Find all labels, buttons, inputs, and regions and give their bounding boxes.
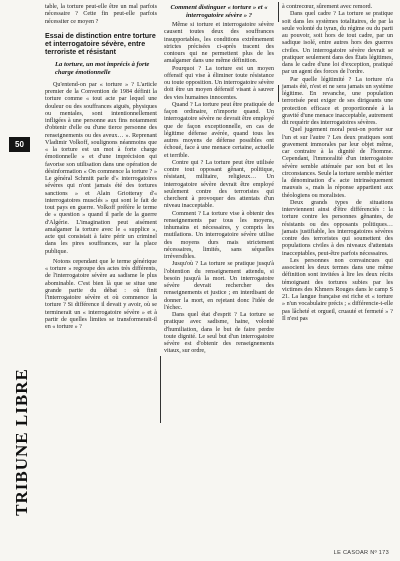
column-1 xyxy=(45,4,157,331)
column-heading: Comment distinguer « torture » et « interrogatoire sévère » ? xyxy=(170,4,268,19)
col2-paragraph: Pourquoi ? La torture est un moyen offensif qui vise à éliminer toute résistance ou toute opposition. Un interrogatoire sévère doit être un moyen défensif visant à sauver des vies humaines innocentes. xyxy=(164,65,274,101)
column-2 xyxy=(164,4,274,356)
col2-paragraph: Dans quel état d'esprit ? La torture se pratique avec sadisme, haine, volonté d'humiliation, dans le but de faire perdre toute dignité. Le seul but d'un interrogatoire sévère est d'obtenir des renseignements vitaux, sur ordre, xyxy=(164,312,274,355)
column-3 xyxy=(282,4,393,323)
margin-bracket xyxy=(278,2,279,22)
col2-paragraph: Contre qui ? La torture peut être utilisée contre tout opposant gênant, politique, résistant, militaire, religieux… Un interrogatoire sévère devrait être employé seulement contre des terroristes qui cherchent à provoquer des attentats d'un niveau inacceptable. xyxy=(164,159,274,210)
col2-paragraph: Même si torture et interrogatoire sévère causent toutes deux des souffrances insupportables, les conditions extrêmement strictes précisées ci-après tracent des contours qui ne permettent plus de les amalgamer dans une même définition. xyxy=(164,22,274,65)
page-marker-box: 50 xyxy=(9,137,30,152)
margin-bracket xyxy=(160,356,161,423)
col3-paragraph: à contrecœur, sûrement avec remord. xyxy=(282,4,373,10)
section-vertical-title: TRIBUNE LIBRE xyxy=(12,368,31,516)
section-subtitle: La torture, un mot imprécis à forte charge émotionnelle xyxy=(55,61,150,77)
margin-bracket xyxy=(278,85,279,102)
col1-paragraph: Qu'entend-on par « torture » ? L'article premier de la Convention de 1984 définit la torture comme « tout acte par lequel une douleur ou des souffrances aiguës, physiques ou mentales, sont intentionnellement infligées à une personne aux fins notamment d'obtenir d'elle ou d'une tierce personne des renseignements ou des aveux… ». Reprenant Vladimir Volkoff, soulignons néanmoins que « la torture est un mot à forte charge émotionnelle » et d'une imprécision qui favorise son utilisation dans une opération de désinformation « On commence la torture ? » Le général Schmitt parle d'« interrogatoires sévères qui n'ont jamais été des tortures sanctions » et Alain Griotteray d'« interrogatoires musclés » qui sont le fait de tout pays en guerre. Volkoff préfère le terme de « question » quand il parle de la guerre d'Algérie. L'imagination peut aisément amalgamer la torture avec le « supplice », acte qui consistait à faire périr un criminel dans les pires souffrances, sur la place publique. xyxy=(45,81,157,255)
col3-paragraph: Quel jugement moral peut-on porter sur l'un et sur l'autre ? Les deux pratiques sont gravement immorales par leur objet même, car contraire à la dignité de l'homme. Cependant, l'immoralité d'un interrogatoire sévère semble atténuée par son but et les circonstances. Seule la torture semble mériter la dénomination d'« acte intrinsèquement mauvais », mais la réponse appartient aux théologiens ou moralistes. xyxy=(282,127,393,199)
col2-paragraph: Comment ? La torture vise à obtenir des renseignements par tous les moyens, inhumains et nécessaires, y compris les mutilations. Un interrogatoire sévère utilise des moyens durs mais strictement nécessaires, limités, sans séquelles irréversibles. xyxy=(164,210,274,261)
page-footer: LE CASOAR Nº 173 xyxy=(333,550,389,556)
col3-paragraph: Deux grands types de situations interviennent ainsi d'être différenciés : la torture contre les personnes gênantes, de résistants ou des opposants politiques… jamais justifiable, les interrogatoires sévères contre des terroristes qui soumettent des populations civiles à des niveaux d'attentats inacceptables, peut-être parfois nécessaires. xyxy=(282,199,393,257)
col3-paragraph: Les personnes non convaincues qui associent les deux termes dans une même définition sont invitées à lire les deux récits témoignant des tortures subies par les victimes des Khmers Rouges dans le camp S 21. La langue française est riche et « torture » n'un vocabulaire précis ; « différencie-t-elle pas lâcheté et orgueil, cruauté et fermeté » ? Il n'est pas xyxy=(282,257,393,322)
section-title: Essai de distinction entre torture et interrogatoire sévère, entre terroriste et résistant xyxy=(45,31,156,57)
col3-paragraph: Dans quel cadre ? La torture se pratique soit dans les systèmes totalitaires, de par la seule volonté du tyran, du régime ou du parti au pouvoir, soit hors de tout cadre, par un sadique isolé, entre autres hors des guerres civiles. Un interrogatoire sévère devrait se pratiquer seulement dans des États légitimes, dans le cadre d'une loi d'exception, pratiqué par un agent des forces de l'ordre. xyxy=(282,11,393,76)
col1-intro: table, la torture peut-elle être un mal parfois nécessaire ? Cette fin peut-elle parfois nécessiter ce moyen ? xyxy=(45,4,157,25)
col2-paragraph: Quand ? La torture peut être pratiquée de façon ordinaire, n'importe quand. Un interrogatoire sévère ne devrait être employé que de façon exceptionnelle, en cas de légitime défense avérée, quand tous les autres moyens de défense possibles ont échoué, face à une menace certaine, actuelle et terrible. xyxy=(164,101,274,159)
col1-paragraph: Notons cependant que le terme générique « torture » regroupe des actes très différents, de l'interrogatoire sévère au sadisme le plus abominable. C'est bien là que se situe une grande partie du débat : où finit l'interrogatoire sévère et où commence la torture ? Si différence il devait y avoir, où se terminerait un « interrogatoire sévère » et à partir de quelles limites se transformerait-il en « torture » ? xyxy=(45,258,157,331)
col2-paragraph: Jusqu'où ? La torture se pratique jusqu'à l'obtention du renseignement attendu, si besoin jusqu'à la mort. Un interrogatoire sévère devrait rechercher des renseignements et justice ; en interdisant de donner la mort, en rejetant donc l'idée de l'échec. xyxy=(164,261,274,311)
col3-paragraph: Par quelle légitimité ? La torture n'a jamais été, n'est et ne sera jamais un système légitime. En revanche, une population terrorisée peut exiger de ses dirigeants une protection efficace et proportionnée à la gravité d'une menace inacceptable, autrement dit requérir des interrogatoires sévères. xyxy=(282,76,393,126)
